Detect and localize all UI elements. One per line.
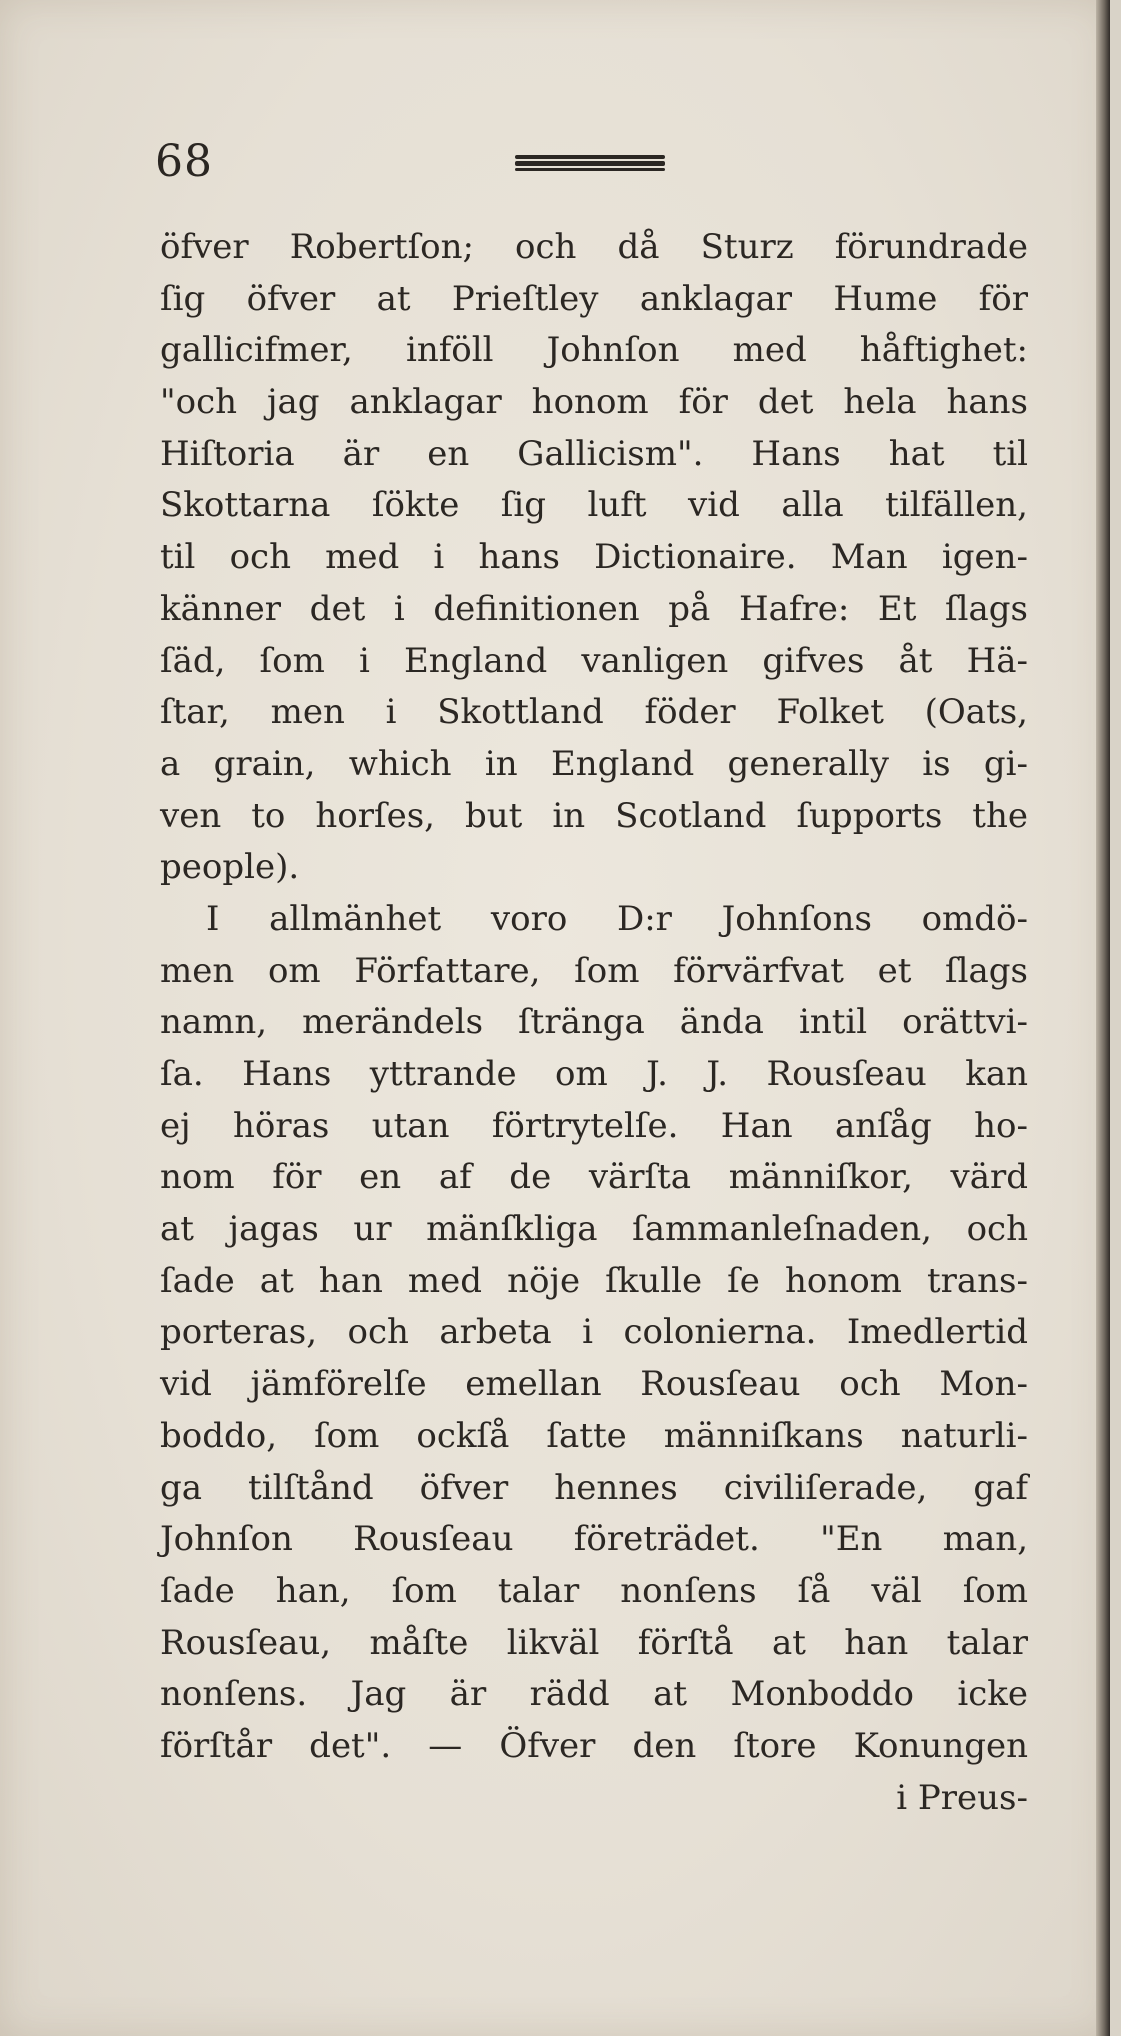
- text-line: til och med i hans Dictionaire. Man igen-: [160, 537, 1028, 578]
- text-line: ſig öfver at Prieſtley anklagar Hume för: [160, 278, 1028, 319]
- text-line: nonſens. Jag är rädd at Monboddo icke: [160, 1674, 1028, 1715]
- page-number: 68: [155, 136, 213, 187]
- text-line: men om Författare, ſom förvärfvat et ſlags: [160, 950, 1028, 991]
- text-line: gallicifmer, inföll Johnſon med håftighet:: [160, 330, 1028, 371]
- text-line: "och jag anklagar honom för det hela hans: [160, 382, 1028, 423]
- header-rule-ornament: [515, 155, 665, 171]
- text-line: Rousſeau, måſte likväl förſtå at han talar: [160, 1622, 1028, 1663]
- text-line: porteras, och arbeta i colonierna. Imedlertid: [160, 1312, 1028, 1353]
- text-line: ſäd, ſom i England vanligen gifves åt Hä-: [160, 640, 1028, 681]
- text-line: förſtår det". — Öfver den ſtore Konungen: [160, 1725, 1028, 1766]
- text-line: ſade han, ſom talar nonſens ſå väl ſom: [160, 1570, 1028, 1611]
- text-line: at jagas ur mänſkliga ſammanleſnaden, och: [160, 1209, 1028, 1250]
- text-line: a grain, which in England generally is gi-: [160, 743, 1028, 784]
- text-line: I allmänhet voro D:r Johnſons omdö-: [206, 898, 1028, 939]
- text-line: nom för en af de värſta männiſkor, värd: [160, 1157, 1028, 1198]
- text-line: ſade at han med nöje ſkulle ſe honom trans-: [160, 1260, 1028, 1301]
- text-line: i Preus-: [896, 1777, 1028, 1818]
- text-line: ſa. Hans yttrande om J. J. Rousſeau kan: [160, 1054, 1028, 1094]
- text-line: ſtar, men i Skottland föder Folket (Oats,: [160, 692, 1028, 733]
- text-line: Hiſtoria är en Gallicism". Hans hat til: [160, 433, 1028, 474]
- body-text: [160, 222, 1028, 1824]
- text-line: Skottarna ſökte ſig luft vid alla tilfällen,: [160, 485, 1028, 526]
- text-line: Johnſon Rousſeau företrädet. "En man,: [160, 1519, 1028, 1560]
- text-line: people).: [160, 847, 300, 888]
- text-line: öfver Robertſon; och då Sturz förundrade: [160, 227, 1028, 267]
- text-line: namn, merändels ſtränga ända intil orättvi-: [160, 1002, 1028, 1043]
- text-line: ej höras utan förtrytelſe. Han anſåg ho-: [160, 1105, 1028, 1146]
- text-line: ga tilſtånd öfver hennes civiliſerade, gaf: [160, 1467, 1028, 1508]
- text-line: känner det i definitionen på Hafre: Et ſlags: [160, 588, 1028, 629]
- text-line: vid jämförelſe emellan Rousſeau och Mon-: [160, 1364, 1028, 1405]
- text-line: ven to horſes, but in Scotland ſupports the: [160, 795, 1028, 836]
- text-line: boddo, ſom ockſå ſatte männiſkans naturli-: [160, 1415, 1028, 1456]
- page-edge-shadow: [1096, 0, 1110, 2036]
